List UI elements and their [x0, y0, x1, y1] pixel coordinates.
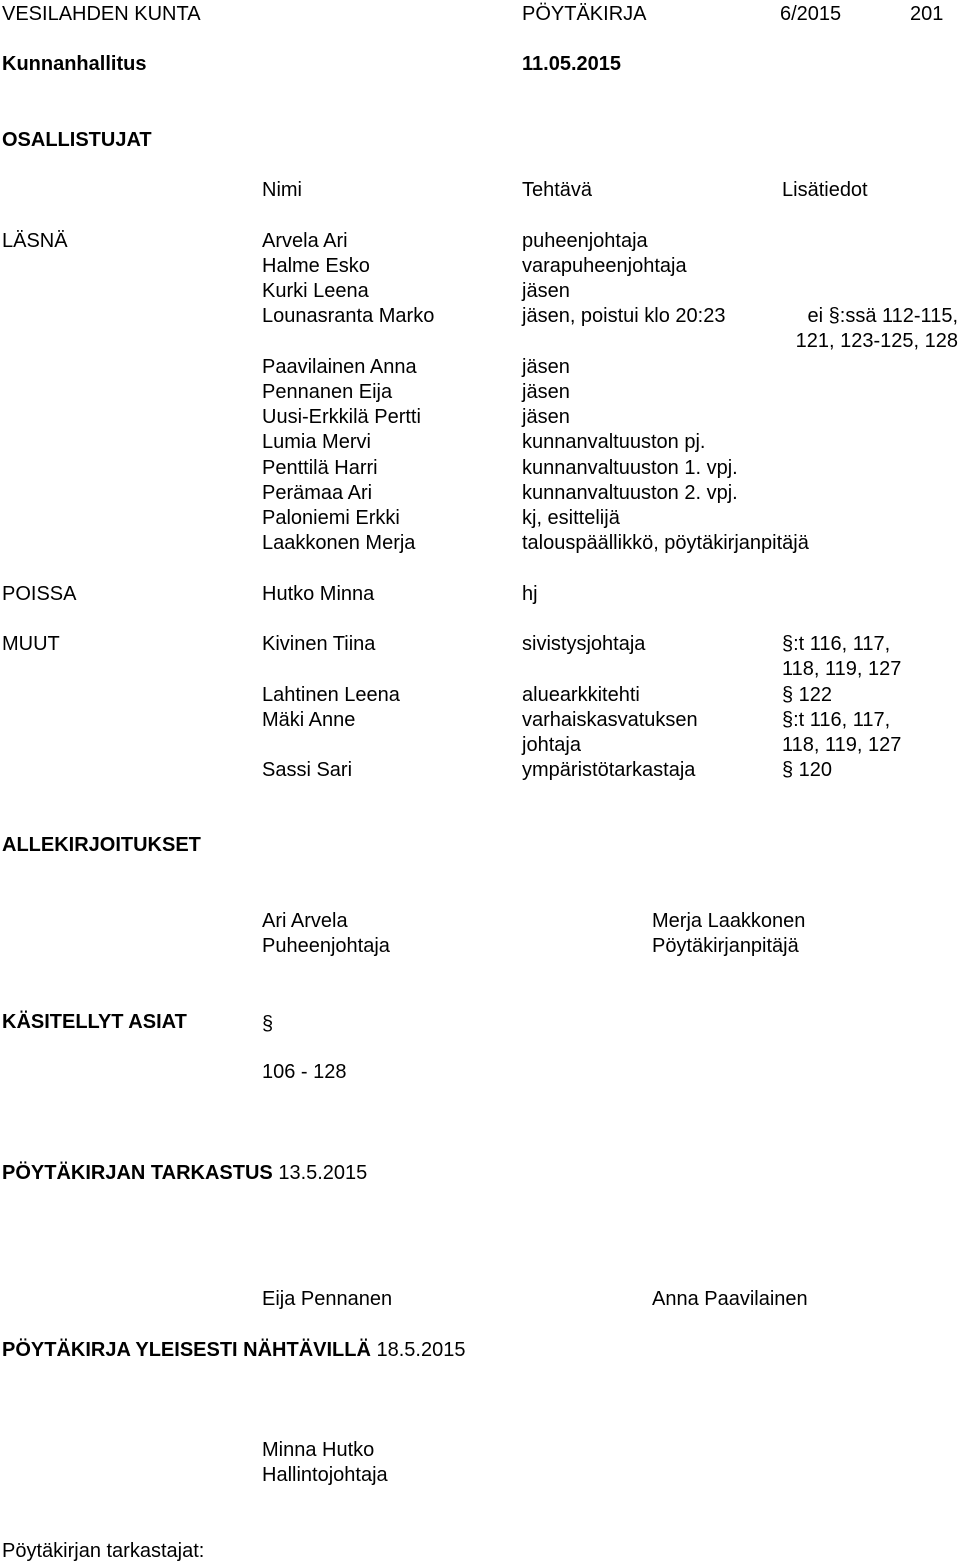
participant-name: Laakkonen Merja — [262, 532, 416, 554]
participant-role: jäsen — [522, 381, 570, 403]
other-notes: 118, 119, 127 — [782, 734, 902, 756]
other-notes: § 120 — [782, 759, 833, 781]
participant-role: jäsen — [522, 280, 570, 302]
signatures-heading: ALLEKIRJOITUKSET — [2, 834, 201, 856]
other-notes: §:t 116, 117, — [782, 709, 891, 731]
document-type: PÖYTÄKIRJA — [522, 3, 647, 25]
absent-name: Hutko Minna — [262, 583, 375, 605]
participant-name: Halme Esko — [262, 255, 370, 277]
other-role: sivistysjohtaja — [522, 633, 646, 655]
other-name: Sassi Sari — [262, 759, 353, 781]
chair-title: Puheenjohtaja — [262, 935, 390, 957]
other-notes: 118, 119, 127 — [782, 658, 902, 680]
reviewer-1-name: Eija Pennanen — [262, 1288, 393, 1310]
other-notes: §:t 116, 117, — [782, 633, 891, 655]
column-header-notes: Lisätiedot — [782, 179, 868, 201]
public-signer-name: Minna Hutko — [262, 1439, 375, 1461]
participant-role: jäsen — [522, 406, 570, 428]
reviewers-footer-label: Pöytäkirjan tarkastajat: — [2, 1540, 205, 1562]
other-role: aluearkkitehti — [522, 684, 640, 706]
participant-role: puheenjohtaja — [522, 230, 648, 252]
meeting-date: 11.05.2015 — [522, 53, 621, 75]
other-notes: § 122 — [782, 684, 833, 706]
participant-name: Pennanen Eija — [262, 381, 393, 403]
participant-role: kunnanvaltuuston 1. vpj. — [522, 457, 738, 479]
absent-role: hj — [522, 583, 538, 605]
column-header-name: Nimi — [262, 179, 302, 201]
other-role: johtaja — [522, 734, 581, 756]
participant-name: Uusi-Erkkilä Pertti — [262, 406, 421, 428]
section-symbol: § — [262, 1013, 274, 1035]
present-label: LÄSNÄ — [2, 230, 68, 252]
page-number: 201 — [910, 3, 944, 25]
participant-role: talouspäällikkö, pöytäkirjanpitäjä — [522, 532, 809, 554]
column-header-role: Tehtävä — [522, 179, 593, 201]
handled-range: 106 - 128 — [262, 1061, 347, 1083]
review-date: 13.5.2015 — [278, 1162, 368, 1184]
other-role: ympäristötarkastaja — [522, 759, 696, 781]
chair-name: Ari Arvela — [262, 910, 348, 932]
review-line — [2, 1161, 367, 1186]
document-number: 6/2015 — [780, 3, 842, 25]
handled-heading: KÄSITELLYT ASIAT — [2, 1011, 187, 1033]
participant-role: jäsen, poistui klo 20:23 — [522, 305, 726, 327]
participants-heading: OSALLISTUJAT — [2, 129, 152, 151]
other-role: varhaiskasvatuksen — [522, 709, 698, 731]
participant-notes: ei §:ssä 112-115, — [807, 305, 958, 327]
participant-name: Lumia Mervi — [262, 431, 371, 453]
participant-name: Perämaa Ari — [262, 482, 373, 504]
others-label: MUUT — [2, 633, 60, 655]
public-line — [2, 1338, 465, 1363]
secretary-name: Merja Laakkonen — [652, 910, 806, 932]
participant-name: Penttilä Harri — [262, 457, 378, 479]
participant-name: Paloniemi Erkki — [262, 507, 400, 529]
participant-role: kunnanvaltuuston 2. vpj. — [522, 482, 738, 504]
other-name: Kivinen Tiina — [262, 633, 376, 655]
participant-role: jäsen — [522, 356, 570, 378]
absent-label: POISSA — [2, 583, 77, 605]
participant-name: Lounasranta Marko — [262, 305, 435, 327]
participant-name: Arvela Ari — [262, 230, 348, 252]
participant-role: varapuheenjohtaja — [522, 255, 687, 277]
participant-name: Kurki Leena — [262, 280, 369, 302]
participant-role: kunnanvaltuuston pj. — [522, 431, 706, 453]
participant-role: kj, esittelijä — [522, 507, 620, 529]
governing-body: Kunnanhallitus — [2, 53, 147, 75]
review-heading: PÖYTÄKIRJAN TARKASTUS — [2, 1162, 273, 1184]
other-name: Lahtinen Leena — [262, 684, 400, 706]
public-signer-title: Hallintojohtaja — [262, 1464, 388, 1486]
participant-notes: 121, 123-125, 128 — [795, 330, 958, 352]
municipality-name: VESILAHDEN KUNTA — [2, 3, 201, 25]
reviewer-2-name: Anna Paavilainen — [652, 1288, 808, 1310]
other-name: Mäki Anne — [262, 709, 356, 731]
public-date: 18.5.2015 — [376, 1339, 466, 1361]
public-heading: PÖYTÄKIRJA YLEISESTI NÄHTÄVILLÄ — [2, 1339, 371, 1361]
participant-name: Paavilainen Anna — [262, 356, 417, 378]
secretary-title: Pöytäkirjanpitäjä — [652, 935, 799, 957]
